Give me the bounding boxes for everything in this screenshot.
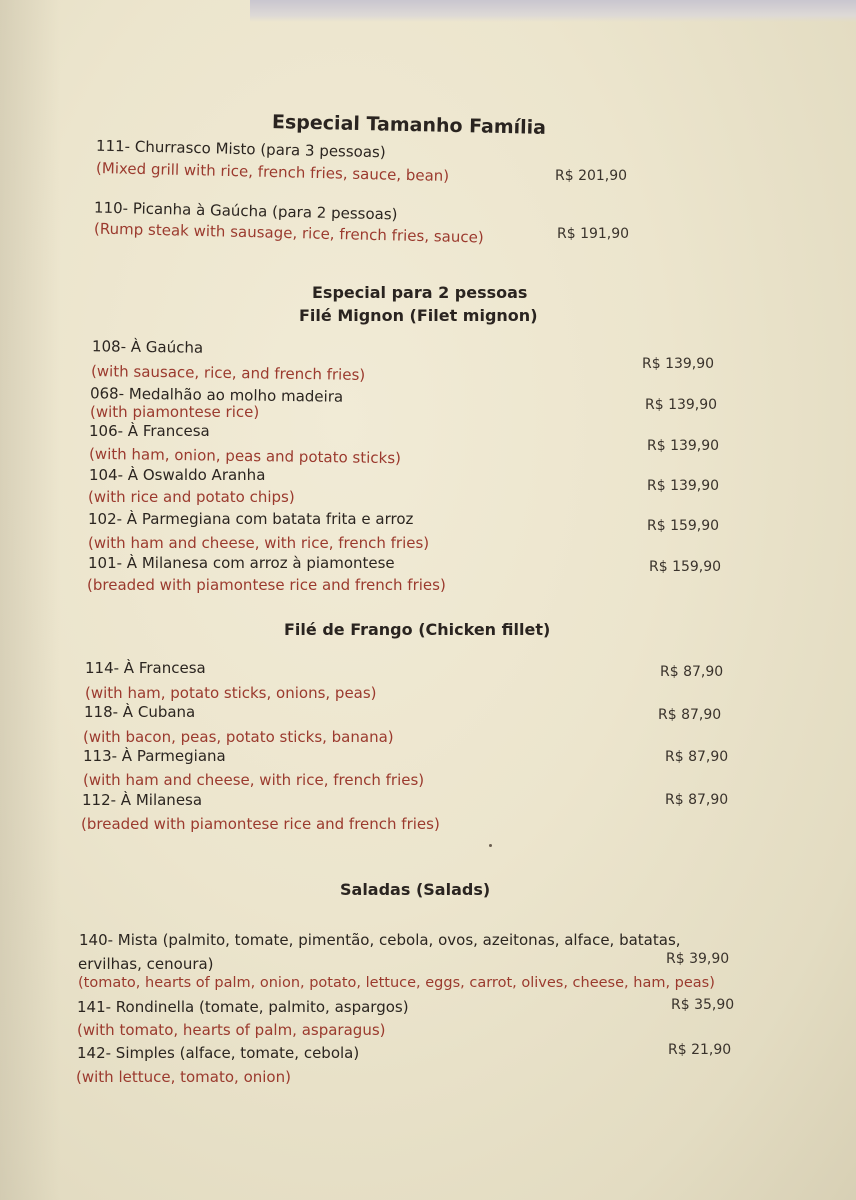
menu-item-name: 113- À Parmegiana: [83, 747, 226, 765]
menu-item-name: 102- À Parmegiana com batata frita e arroz: [88, 510, 414, 528]
menu-item-name: 108- À Gaúcha: [91, 337, 204, 357]
menu-item-name: 114- À Francesa: [85, 659, 206, 677]
section-title-especial-familia: Especial Tamanho Família: [271, 111, 547, 139]
menu-item-name: 141- Rondinella (tomate, palmito, aspargos): [77, 998, 409, 1016]
menu-item-description: (with ham, onion, peas and potato sticks): [88, 444, 402, 468]
menu-item-name: 068- Medalhão ao molho madeira: [89, 384, 344, 406]
menu-item-name: 118- À Cubana: [84, 703, 196, 721]
menu-item-name: 106- À Francesa: [89, 422, 210, 440]
menu-item-name: 104- À Oswaldo Aranha: [89, 466, 266, 484]
menu-item-description: (with ham, potato sticks, onions, peas): [85, 684, 377, 702]
menu-item-price: R$ 139,90: [647, 478, 720, 494]
menu-item-price: R$ 35,90: [671, 997, 735, 1013]
menu-item-price: R$ 87,90: [658, 707, 722, 723]
menu-item-price: R$ 39,90: [666, 951, 730, 967]
menu-item-description: (with lettuce, tomato, onion): [76, 1068, 291, 1086]
menu-item-price: R$ 191,90: [557, 226, 630, 242]
section-subtitle-file-mignon: Filé Mignon (Filet mignon): [299, 306, 538, 325]
menu-item-description: (breaded with piamontese rice and french fries): [81, 815, 440, 833]
menu-item-description: (with ham and cheese, with rice, french fries): [83, 771, 425, 789]
section-title-file-frango: Filé de Frango (Chicken fillet): [284, 620, 551, 639]
section-title-especial-2-pessoas: Especial para 2 pessoas: [312, 283, 528, 302]
menu-item-name: 140- Mista (palmito, tomate, pimentão, cebola, ovos, azeitonas, alface, batatas,: [79, 931, 681, 949]
menu-item-price: R$ 21,90: [668, 1042, 732, 1058]
menu-item-price: R$ 159,90: [649, 559, 722, 575]
menu-item-description: (with rice and potato chips): [88, 488, 295, 506]
menu-item-description: (with tomato, hearts of palm, asparagus): [77, 1021, 386, 1039]
menu-item-description: (Rump steak with sausage, rice, french fries, sauce): [93, 219, 484, 247]
menu-item-description: (with sausace, rice, and french fries): [90, 362, 366, 384]
menu-item-price: R$ 87,90: [665, 792, 729, 808]
menu-item-name-continued: ervilhas, cenoura): [78, 955, 214, 973]
section-title-saladas: Saladas (Salads): [340, 880, 491, 899]
menu-item-description: (breaded with piamontese rice and french fries): [87, 576, 446, 594]
menu-item-price: R$ 201,90: [555, 168, 628, 184]
menu-item-description: (with ham and cheese, with rice, french fries): [88, 534, 430, 552]
menu-item-price: R$ 139,90: [645, 397, 718, 413]
paper-speck: [489, 844, 492, 847]
menu-item-name: 110- Picanha à Gaúcha (para 2 pessoas): [93, 198, 398, 224]
menu-item-name: 142- Simples (alface, tomate, cebola): [77, 1044, 360, 1062]
menu-item-name: 101- À Milanesa com arroz à piamontese: [88, 554, 395, 572]
menu-item-description: (tomato, hearts of palm, onion, potato, lettuce, eggs, carrot, olives, cheese, ham, peas): [78, 975, 715, 991]
menu-item-price: R$ 139,90: [647, 438, 720, 454]
menu-item-description: (Mixed grill with rice, french fries, sauce, bean): [95, 158, 450, 186]
menu-item-price: R$ 87,90: [665, 749, 729, 765]
menu-item-description: (with piamontese rice): [90, 403, 260, 421]
menu-item-name: 111- Churrasco Misto (para 3 pessoas): [95, 136, 386, 162]
menu-item-price: R$ 159,90: [647, 518, 720, 534]
menu-item-description: (with bacon, peas, potato sticks, banana): [83, 728, 394, 746]
menu-item-price: R$ 87,90: [660, 664, 724, 680]
menu-item-price: R$ 139,90: [642, 356, 715, 372]
menu-item-name: 112- À Milanesa: [82, 791, 203, 809]
